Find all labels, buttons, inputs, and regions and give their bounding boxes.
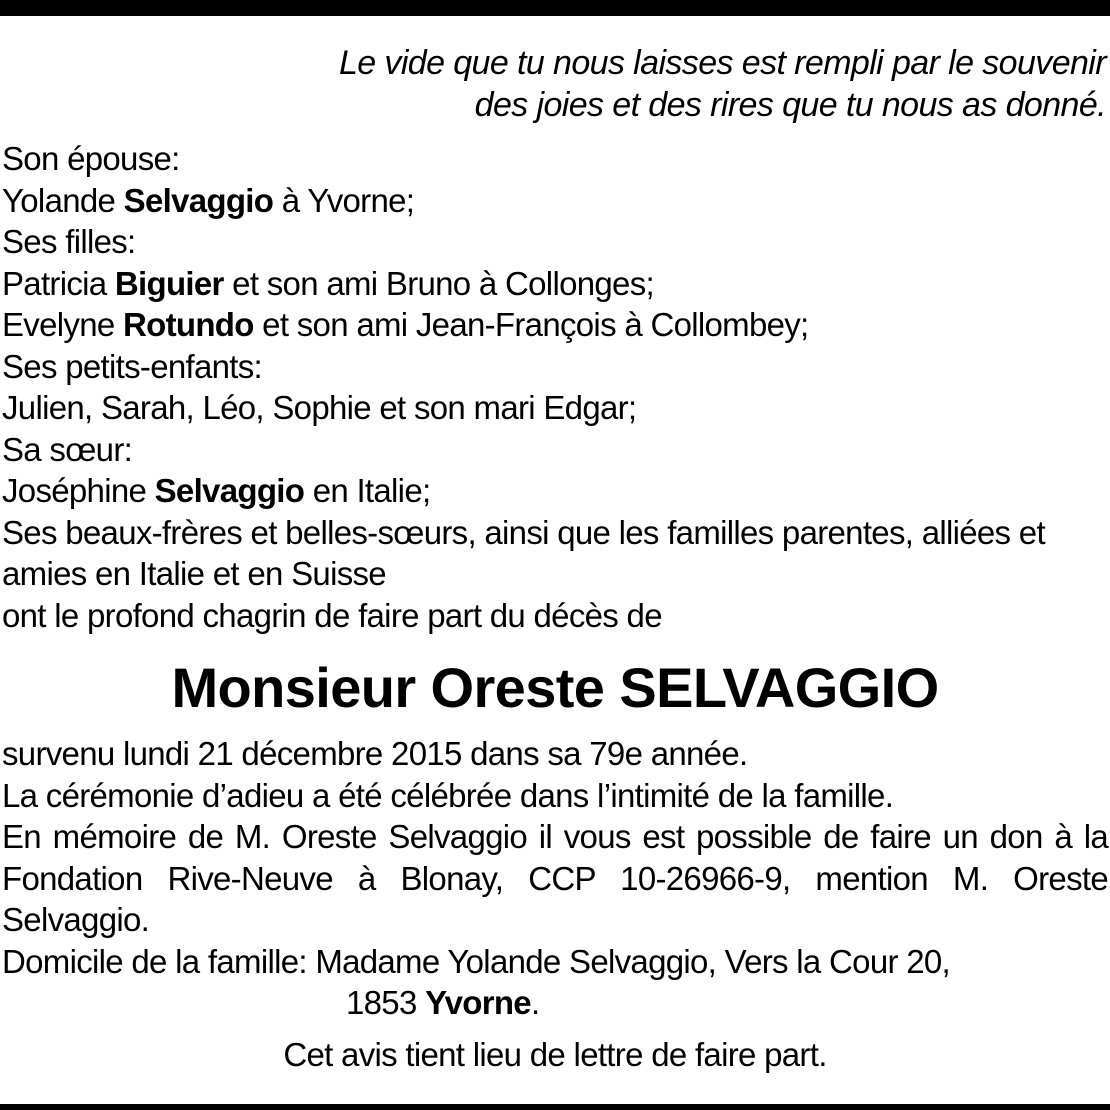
- family-list: [2, 138, 1108, 636]
- daughter2-surname: Rotundo: [122, 306, 254, 343]
- deceased-name: Monsieur Oreste SELVAGGIO: [171, 656, 939, 719]
- spouse-label: Son épouse:: [2, 140, 180, 177]
- epitaph-quote: [339, 42, 1106, 126]
- top-border: [0, 0, 1110, 16]
- bottom-border: [0, 1104, 1110, 1110]
- daughter-entry-1: Patricia Biguier et son ami Bruno à Collonges;: [2, 264, 654, 302]
- daughters-label: Ses filles:: [2, 223, 136, 260]
- grandchildren-entry: Julien, Sarah, Léo, Sophie et son mari Edgar;: [2, 389, 637, 426]
- sister-label: Sa sœur:: [2, 430, 133, 468]
- donation-text: En mémoire de M. Oreste Selvaggio il vous est possible de faire un don à la Fondation Rive-Neuve à Blonay, CCP 10-26966-9, mention M. Oreste Selvaggio.: [2, 818, 1108, 938]
- ceremony-text: La cérémonie d’adieu a été célébrée dans l’intimité de la famille.: [2, 776, 894, 814]
- inlaws-entry: Ses beaux-frères et belles-sœurs, ainsi que les familles parentes, alliées et amies en Italie et en Suisse: [2, 513, 1045, 592]
- sister-surname: Selvaggio: [154, 472, 305, 509]
- daughter1-surname: Biguier: [114, 264, 224, 302]
- quote-line-2: des joies et des rires que tu nous as donné.: [474, 86, 1106, 124]
- notice-text: Cet avis tient lieu de lettre de faire part.: [283, 1036, 827, 1073]
- quote-line-1: Le vide que tu nous laisses est rempli par le souvenir: [338, 44, 1106, 82]
- domicile-line: Domicile de la famille: Madame Yolande Selvaggio, Vers la Cour 20,: [2, 942, 951, 980]
- daughter-entry-2: Evelyne Rotundo et son ami Jean-François à Collombey;: [2, 306, 809, 343]
- grandchildren-label: Ses petits-enfants:: [2, 347, 263, 385]
- death-details: [2, 733, 1108, 1024]
- spouse-surname: Selvaggio: [123, 181, 274, 219]
- domicile-town: Yvorne: [425, 984, 531, 1021]
- spouse-entry: Yolande Selvaggio à Yvorne;: [2, 181, 415, 219]
- announcement-text: ont le profond chagrin de faire part du décès de: [2, 596, 662, 634]
- death-date: survenu lundi 21 décembre 2015 dans sa 79e année.: [2, 735, 748, 772]
- domicile-address: 1853 Yvorne.: [346, 984, 540, 1021]
- sister-entry: Joséphine Selvaggio en Italie;: [2, 472, 431, 509]
